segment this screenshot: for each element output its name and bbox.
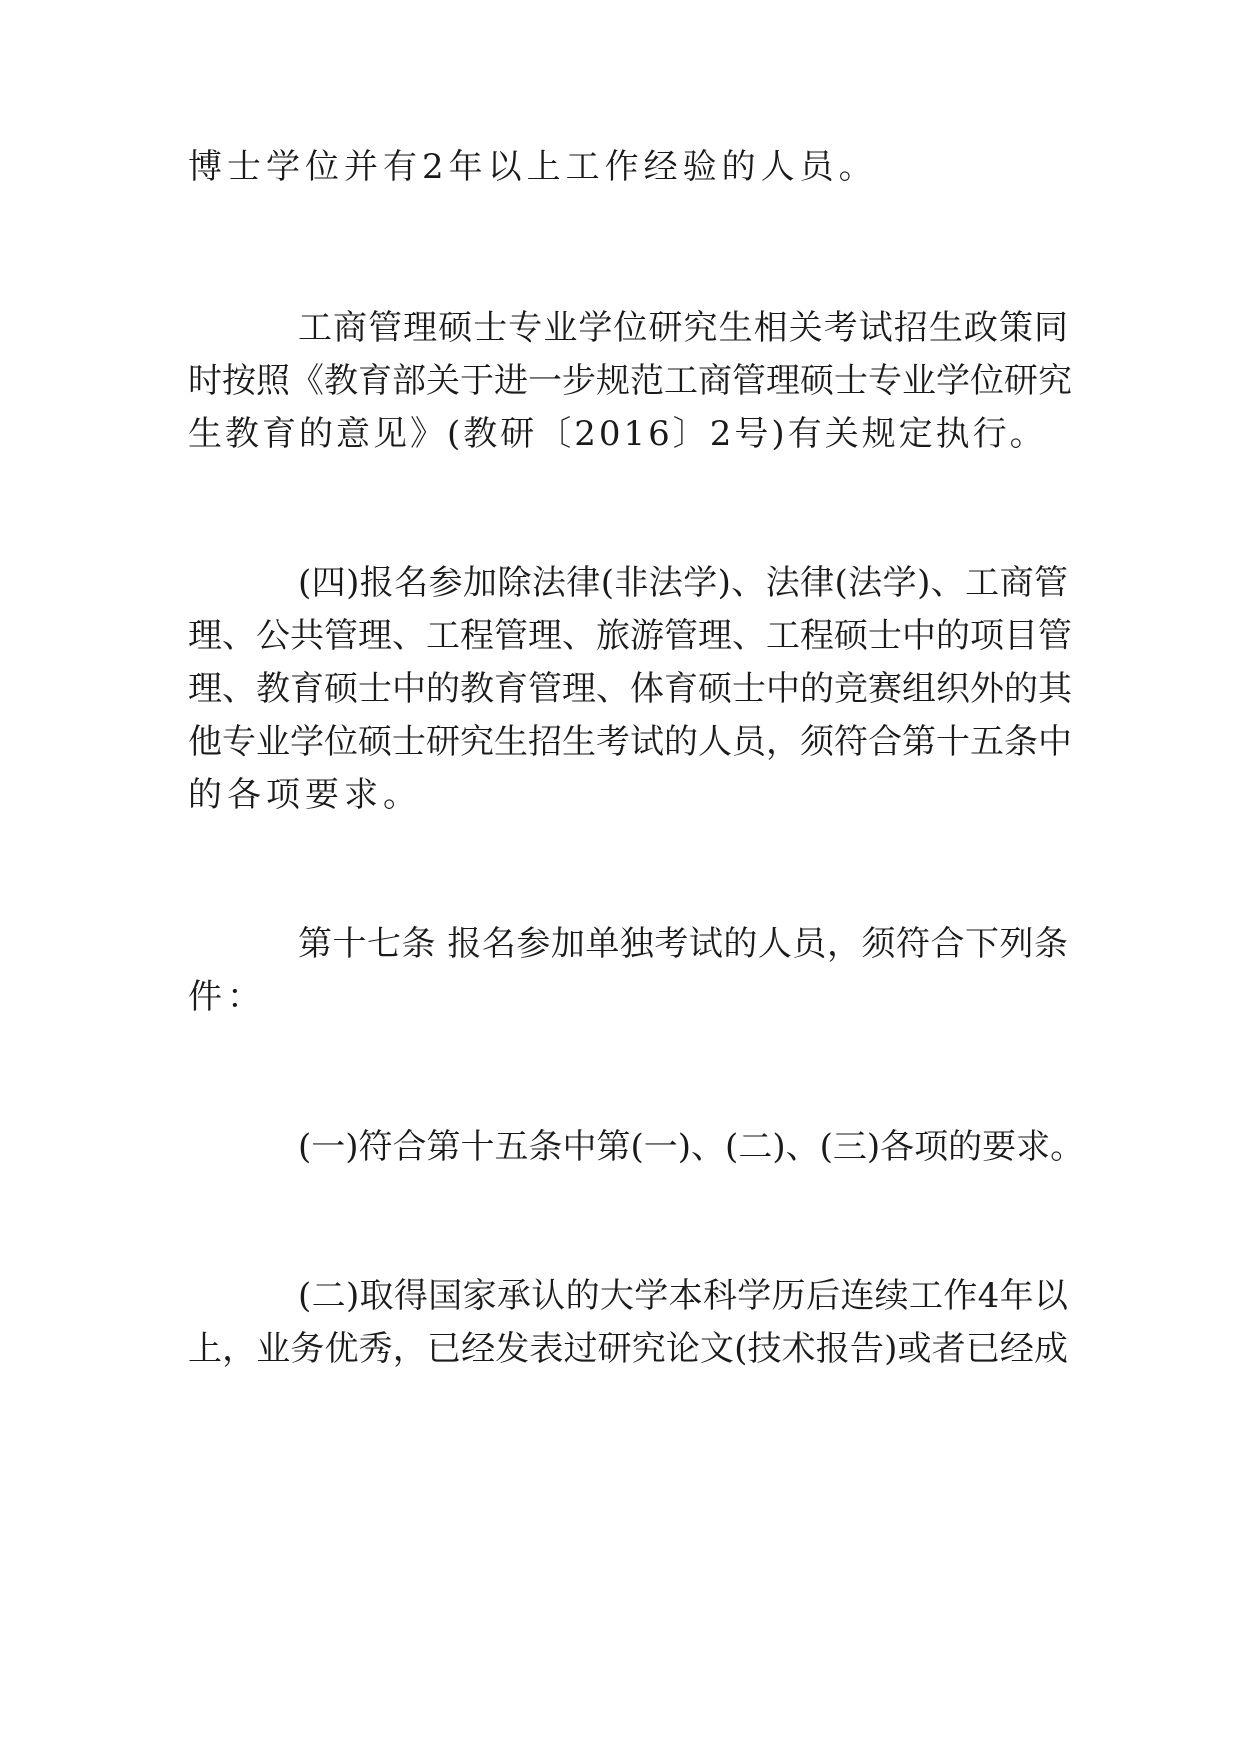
- paragraph-line: 理、公共管理、工程管理、旅游管理、工程硕士中的项目管: [188, 616, 1072, 656]
- paragraph-last-line: 件：: [188, 977, 266, 1017]
- paragraph-line: (一)符合第十五条中第(一)、(二)、(三)各项的要求。: [298, 1127, 1085, 1167]
- paragraph-line: 上，业务优秀，已经发表过研究论文(技术报告)或者已经成: [188, 1329, 1068, 1369]
- article-heading-line: 第十七条 报名参加单独考试的人员，须符合下列条: [298, 924, 1068, 964]
- paragraph-line: 理、教育硕士中的教育管理、体育硕士中的竞赛组织外的其: [188, 669, 1072, 709]
- paragraph-first-line: 工商管理硕士专业学位研究生相关考试招生政策同: [298, 308, 1068, 348]
- paragraph-line: 他专业学位硕士研究生招生考试的人员，须符合第十五条中: [188, 722, 1072, 762]
- paragraph-first-line: (二)取得国家承认的大学本科学历后连续工作4年以: [298, 1276, 1068, 1316]
- paragraph-last-line: 生教育的意见》(教研〔2016〕2号)有关规定执行。: [188, 414, 1047, 454]
- paragraph-last-line: 的各项要求。: [188, 775, 422, 815]
- paragraph-line: 博士学位并有2年以上工作经验的人员。: [188, 147, 878, 187]
- paragraph-first-line: (四)报名参加除法律(非法学)、法律(法学)、工商管: [298, 563, 1068, 603]
- paragraph-line: 时按照《教育部关于进一步规范工商管理硕士专业学位研究: [188, 361, 1072, 401]
